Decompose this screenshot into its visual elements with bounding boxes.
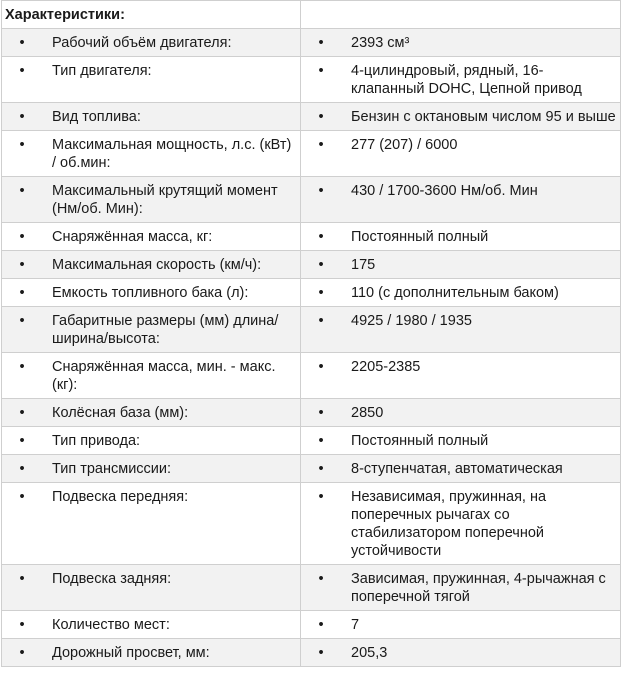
bullet-icon: • — [318, 359, 324, 375]
bullet-icon: • — [318, 405, 324, 421]
spec-value: Независимая, пружинная, на поперечных рычагах со стабилизатором поперечной устойчивости — [351, 489, 547, 559]
spec-label-cell — [2, 565, 301, 611]
bullet-icon: • — [19, 137, 25, 153]
spec-label: Тип двигателя: — [52, 63, 152, 79]
table-row — [2, 565, 621, 611]
bullet-icon: • — [318, 35, 324, 51]
bullet-icon: • — [318, 229, 324, 245]
spec-label-cell — [2, 57, 301, 103]
specs-table — [1, 0, 621, 667]
spec-label-cell — [2, 279, 301, 307]
spec-value-cell — [301, 353, 621, 399]
table-row — [2, 279, 621, 307]
bullet-icon: • — [19, 229, 25, 245]
table-row — [2, 29, 621, 57]
spec-value: 175 — [351, 257, 376, 273]
spec-value-cell — [301, 399, 621, 427]
table-row — [2, 103, 621, 131]
spec-label: Максимальная мощность, л.с. (кВт) / об.мин: — [52, 137, 292, 171]
bullet-icon: • — [318, 257, 324, 273]
table-row — [2, 251, 621, 279]
spec-label-cell — [2, 639, 301, 667]
table-row — [2, 427, 621, 455]
table-row — [2, 177, 621, 223]
spec-value: 4925 / 1980 / 1935 — [351, 313, 472, 329]
spec-value-cell — [301, 131, 621, 177]
spec-label: Тип трансмиссии: — [52, 461, 172, 477]
bullet-icon: • — [318, 645, 324, 661]
bullet-icon: • — [318, 313, 324, 329]
bullet-icon: • — [318, 183, 324, 199]
table-title: Характеристики: — [2, 1, 301, 29]
spec-value-cell — [301, 223, 621, 251]
spec-value-cell — [301, 279, 621, 307]
spec-label: Рабочий объём двигателя: — [52, 35, 232, 51]
spec-label-cell — [2, 611, 301, 639]
spec-label: Габаритные размеры (мм) длина/ширина/высота: — [52, 313, 279, 347]
table-header-row — [2, 1, 621, 29]
spec-value: 430 / 1700-3600 Нм/об. Мин — [351, 183, 538, 199]
spec-value: Постоянный полный — [351, 229, 489, 245]
spec-label-cell — [2, 103, 301, 131]
spec-label-cell — [2, 427, 301, 455]
spec-value: 277 (207) / 6000 — [351, 137, 458, 153]
bullet-icon: • — [318, 617, 324, 633]
spec-value-cell — [301, 455, 621, 483]
spec-label: Максимальный крутящий момент (Нм/об. Мин): — [52, 183, 278, 217]
bullet-icon: • — [19, 645, 25, 661]
spec-label: Максимальная скорость (км/ч): — [52, 257, 262, 273]
spec-value: 2393 см³ — [351, 35, 410, 51]
table-row — [2, 455, 621, 483]
bullet-icon: • — [19, 257, 25, 273]
bullet-icon: • — [19, 405, 25, 421]
spec-value: 4-цилиндровый, рядный, 16-клапанный DOHC, Цепной привод — [351, 63, 582, 97]
bullet-icon: • — [318, 63, 324, 79]
table-row — [2, 57, 621, 103]
spec-label: Колёсная база (мм): — [52, 405, 189, 421]
spec-value: 8-ступенчатая, автоматическая — [351, 461, 563, 477]
bullet-icon: • — [19, 489, 25, 505]
spec-label-cell — [2, 29, 301, 57]
table-row — [2, 611, 621, 639]
spec-value: 2850 — [351, 405, 384, 421]
spec-value-cell — [301, 29, 621, 57]
bullet-icon: • — [19, 359, 25, 375]
spec-label: Подвеска передняя: — [52, 489, 189, 505]
spec-value: Бензин с октановым числом 95 и выше — [351, 109, 616, 125]
bullet-icon: • — [19, 109, 25, 125]
bullet-icon: • — [318, 461, 324, 477]
spec-label: Тип привода: — [52, 433, 141, 449]
spec-label: Вид топлива: — [52, 109, 141, 125]
spec-value-cell — [301, 251, 621, 279]
spec-label: Дорожный просвет, мм: — [52, 645, 210, 661]
bullet-icon: • — [318, 109, 324, 125]
spec-label: Емкость топливного бака (л): — [52, 285, 249, 301]
bullet-icon: • — [19, 433, 25, 449]
spec-label-cell — [2, 131, 301, 177]
spec-label-cell — [2, 251, 301, 279]
bullet-icon: • — [318, 489, 324, 505]
table-row — [2, 353, 621, 399]
spec-value-cell — [301, 611, 621, 639]
table-row — [2, 131, 621, 177]
table-row — [2, 399, 621, 427]
spec-value-cell — [301, 177, 621, 223]
spec-label: Снаряжённая масса, кг: — [52, 229, 213, 245]
spec-value: Постоянный полный — [351, 433, 489, 449]
spec-label-cell — [2, 177, 301, 223]
bullet-icon: • — [318, 137, 324, 153]
table-row — [2, 639, 621, 667]
spec-value-cell — [301, 565, 621, 611]
table-row — [2, 223, 621, 251]
bullet-icon: • — [19, 35, 25, 51]
bullet-icon: • — [318, 433, 324, 449]
spec-label-cell — [2, 353, 301, 399]
spec-value: 110 (с дополнительным баком) — [351, 285, 559, 301]
spec-value: Зависимая, пружинная, 4-рычажная с поперечной тягой — [351, 571, 606, 605]
spec-label: Подвеска задняя: — [52, 571, 172, 587]
bullet-icon: • — [19, 183, 25, 199]
spec-value-cell — [301, 307, 621, 353]
bullet-icon: • — [19, 285, 25, 301]
spec-value-cell — [301, 103, 621, 131]
spec-label-cell — [2, 455, 301, 483]
spec-value-cell — [301, 427, 621, 455]
bullet-icon: • — [19, 63, 25, 79]
spec-value: 205,3 — [351, 645, 388, 661]
bullet-icon: • — [318, 285, 324, 301]
spec-label-cell — [2, 223, 301, 251]
table-row — [2, 307, 621, 353]
spec-label-cell — [2, 399, 301, 427]
bullet-icon: • — [19, 313, 25, 329]
spec-value: 7 — [351, 617, 360, 633]
spec-label: Снаряжённая масса, мин. - макс. (кг): — [52, 359, 276, 393]
bullet-icon: • — [19, 461, 25, 477]
table-header-empty-cell — [301, 1, 621, 29]
spec-value-cell — [301, 483, 621, 565]
spec-value: 2205-2385 — [351, 359, 421, 375]
spec-label-cell — [2, 307, 301, 353]
spec-label: Количество мест: — [52, 617, 170, 633]
bullet-icon: • — [19, 571, 25, 587]
spec-label-cell — [2, 483, 301, 565]
spec-value-cell — [301, 639, 621, 667]
bullet-icon: • — [318, 571, 324, 587]
spec-value-cell — [301, 57, 621, 103]
bullet-icon: • — [19, 617, 25, 633]
table-row — [2, 483, 621, 565]
